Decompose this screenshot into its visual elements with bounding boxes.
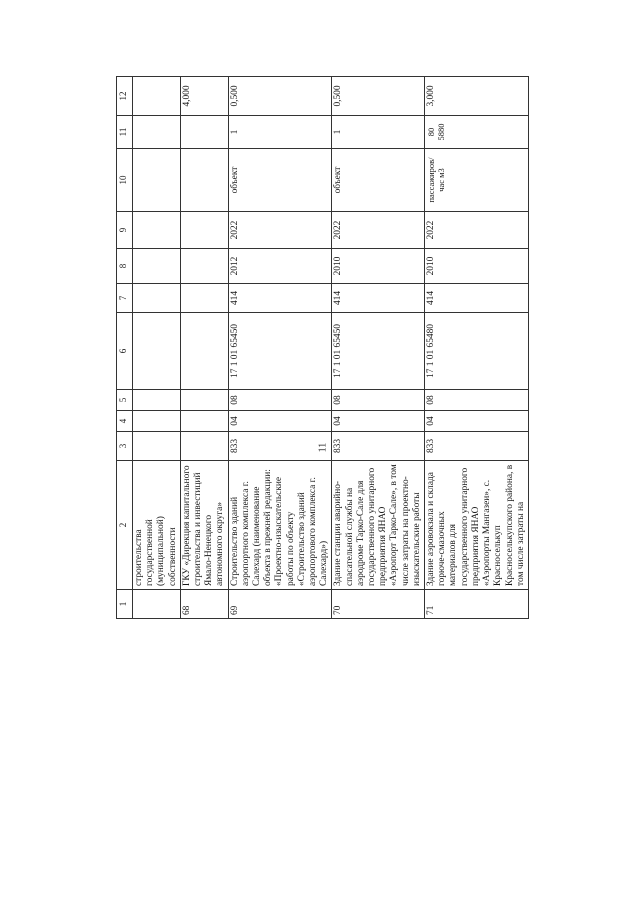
cell-4: 04 <box>228 411 332 432</box>
row-number: 70 <box>332 590 425 619</box>
table-row <box>133 77 181 619</box>
cell-10 <box>133 149 181 212</box>
cell-6: 17 1 01 65480 <box>425 313 529 390</box>
cell-11: 80 5880 <box>425 116 529 149</box>
cell-7 <box>180 284 228 313</box>
cell-3: 833 <box>228 432 332 461</box>
cell-10: объект <box>332 149 425 212</box>
cell-4: 04 <box>425 411 529 432</box>
row-number: 71 <box>425 590 529 619</box>
cell-6 <box>133 313 181 390</box>
header-cell-1: 1 <box>117 590 133 619</box>
cell-7: 414 <box>425 284 529 313</box>
cell-12: 0,500 <box>228 77 332 116</box>
header-cell-10: 10 <box>117 149 133 212</box>
cell-9 <box>180 212 228 249</box>
cell-10: объект <box>228 149 332 212</box>
cell-3 <box>180 432 228 461</box>
row-number <box>133 590 181 619</box>
cell-10: пассажиров/ час м3 <box>425 149 529 212</box>
header-cell-12: 12 <box>117 77 133 116</box>
header-cell-5: 5 <box>117 390 133 411</box>
cell-8: 2010 <box>332 249 425 284</box>
header-cell-3: 3 <box>117 432 133 461</box>
header-cell-2: 2 <box>117 461 133 590</box>
cell-9: 2022 <box>228 212 332 249</box>
table-header-row <box>117 77 133 619</box>
cell-11: 1 <box>332 116 425 149</box>
budget-table <box>116 76 529 619</box>
cell-4 <box>180 411 228 432</box>
cell-5: 08 <box>228 390 332 411</box>
cell-8 <box>133 249 181 284</box>
row-number: 68 <box>180 590 228 619</box>
object-name: Здание станции аварийно-спасательной службы на аэродроме Тарко-Сале для государственного унитарного предприятия ЯНАО «Аэропорт Тарко-Сале», в том числе затраты на проектно-изыскательские работы <box>332 461 425 590</box>
cell-11 <box>133 116 181 149</box>
cell-5 <box>133 390 181 411</box>
cell-11: 1 <box>228 116 332 149</box>
cell-9: 2022 <box>332 212 425 249</box>
table-row <box>332 77 425 619</box>
cell-7: 414 <box>332 284 425 313</box>
cell-6: 17 1 01 65450 <box>228 313 332 390</box>
header-cell-8: 8 <box>117 249 133 284</box>
table-row <box>180 77 228 619</box>
cell-7: 414 <box>228 284 332 313</box>
cell-12: 4,000 <box>180 77 228 116</box>
cell-8 <box>180 249 228 284</box>
cell-10 <box>180 149 228 212</box>
object-name: Строительство зданий аэропортного комплекса г. Салехард (наименование объекта в прежней редакции: «Проектно-изыскательские работы по объекту «Строительство зданий аэропортового комплекса г. Салехард») <box>228 461 332 590</box>
header-cell-7: 7 <box>117 284 133 313</box>
cell-12 <box>133 77 181 116</box>
table-row <box>425 77 529 619</box>
cell-9: 2022 <box>425 212 529 249</box>
header-cell-9: 9 <box>117 212 133 249</box>
cell-6: 17 1 01 65450 <box>332 313 425 390</box>
object-name: ГКУ «Дирекция капитального строительства и инвестиций Ямало-Ненецкого автономного округа» <box>180 461 228 590</box>
cell-6 <box>180 313 228 390</box>
object-name: Здание аэровокзала и склада горюче-смазочных материалов для государственного унитарного предприятия ЯНАО «Аэропорты Мангазеи», с. Красноселькуп Красноселькупского района, в том числе затраты на <box>425 461 529 590</box>
cell-8: 2010 <box>425 249 529 284</box>
cell-3: 833 <box>425 432 529 461</box>
cell-7 <box>133 284 181 313</box>
cell-5 <box>180 390 228 411</box>
cell-4: 04 <box>332 411 425 432</box>
cell-5: 08 <box>425 390 529 411</box>
cell-3: 833 <box>332 432 425 461</box>
cell-5: 08 <box>332 390 425 411</box>
row-number: 69 <box>228 590 332 619</box>
cell-8: 2012 <box>228 249 332 284</box>
header-cell-6: 6 <box>117 313 133 390</box>
cell-11 <box>180 116 228 149</box>
cell-12: 0,500 <box>332 77 425 116</box>
cell-9 <box>133 212 181 249</box>
header-cell-11: 11 <box>117 116 133 149</box>
cell-4 <box>133 411 181 432</box>
page-number: 11 <box>317 442 329 453</box>
cell-12: 3,000 <box>425 77 529 116</box>
object-name: строительства государственной (муниципальной) собственности <box>133 461 181 590</box>
table-row <box>228 77 332 619</box>
header-cell-4: 4 <box>117 411 133 432</box>
cell-3 <box>133 432 181 461</box>
